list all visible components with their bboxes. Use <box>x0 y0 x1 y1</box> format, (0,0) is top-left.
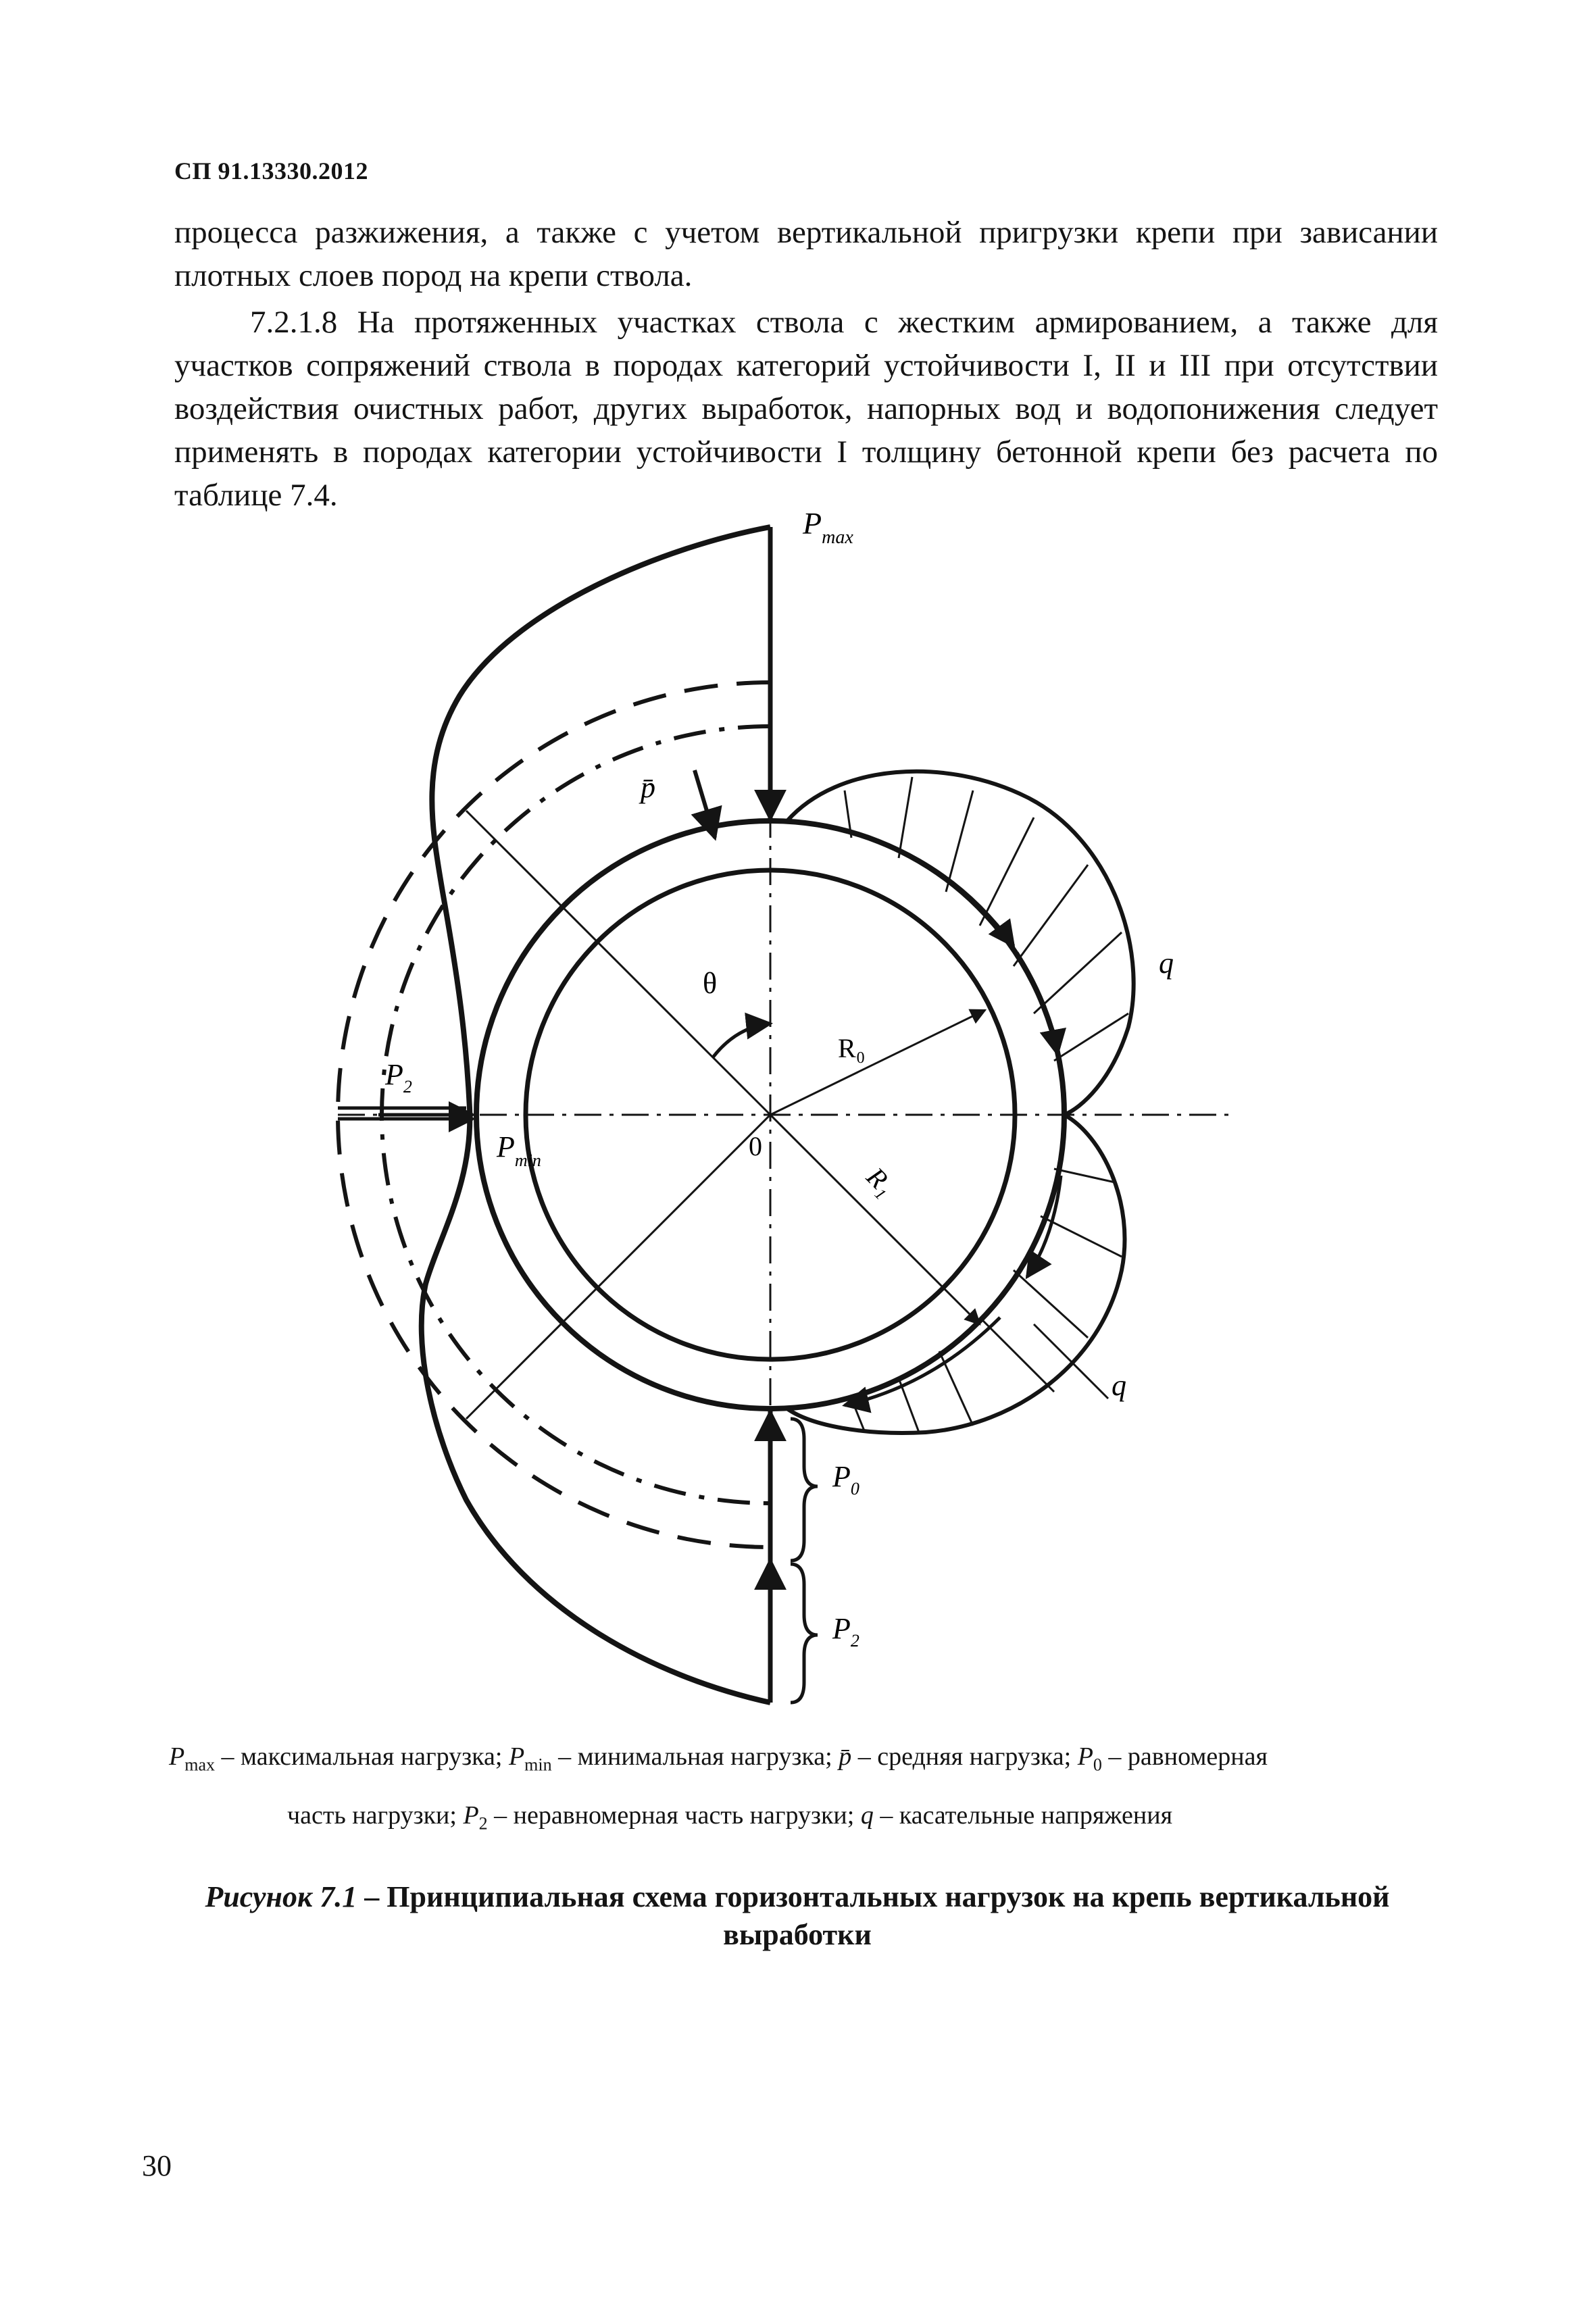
r0-ray <box>770 1010 985 1115</box>
r1-ray <box>770 1115 980 1324</box>
diagonal-ray-upper-left <box>466 811 770 1115</box>
legend-p2-text: – неравномерная часть нагрузки; <box>487 1801 861 1830</box>
legend-p0-sub: 0 <box>1093 1755 1102 1775</box>
label-q-top: q <box>1159 947 1174 980</box>
page-number: 30 <box>142 2149 172 2182</box>
label-p0: $P_0$ <box>832 1460 859 1499</box>
legend-pbar-text: – средняя нагрузка; <box>851 1742 1078 1771</box>
label-q-bottom: q <box>1112 1369 1126 1402</box>
document-code-header: СП 91.13330.2012 <box>174 157 368 184</box>
legend-line-1 <box>169 1742 1426 1776</box>
legend-pmax-symbol: P <box>169 1742 185 1771</box>
figure-caption-label: Рисунок 7.1 <box>205 1880 357 1913</box>
paragraph-1-text: процесса разжижения, а также с учетом вертикальной пригрузки крепи при зависании плотных слоев пород на крепи ствола. <box>174 215 1438 293</box>
stress-hatching <box>845 777 1128 1432</box>
figure-caption <box>169 1878 1426 1954</box>
legend-pmin-text: – минимальная нагрузка; <box>551 1742 839 1771</box>
p2-brace <box>791 1564 818 1703</box>
legend-p2-symbol: P <box>463 1801 479 1830</box>
theta-arc <box>713 1024 770 1057</box>
label-p2-bottom: $P_2$ <box>832 1612 859 1651</box>
legend-pmax-text: – максимальная нагрузка; <box>214 1742 509 1771</box>
legend-line2-start: часть нагрузки; <box>287 1801 464 1830</box>
p0-brace <box>791 1419 818 1561</box>
label-p-max: $P_{max}$ <box>803 506 853 548</box>
legend-p2-sub: 2 <box>478 1813 488 1834</box>
paragraph-2-text: 7.2.1.8 На протяженных участках ствола с жестким армированием, а также для участков сопряжений ствола в породах категорий устойчивости I, II и III при отсутствии воздействия очистных работ, других выработок, напорных вод и водопонижения следует применять в породах категории устойчивости I толщину бетонной крепи без расчета по таблице 7.4. <box>174 305 1438 513</box>
legend-pmin-sub: min <box>524 1755 552 1775</box>
label-p-bar: p̄ <box>641 771 655 804</box>
legend-p0-text: – равномерная <box>1101 1742 1268 1771</box>
label-p-min: $P_{min}$ <box>497 1130 541 1170</box>
label-theta: θ <box>703 967 718 1000</box>
legend-q-symbol: q <box>860 1801 874 1830</box>
legend-pmax-sub: max <box>184 1755 215 1775</box>
legend-pbar-symbol: p̄ <box>839 1742 852 1771</box>
label-origin: 0 <box>749 1131 762 1161</box>
label-r1: R₁ <box>860 1161 901 1201</box>
legend-p0-symbol: P <box>1077 1742 1093 1771</box>
legend-q-text: – касательные напряжения <box>873 1801 1173 1830</box>
figure-caption-title: – Принципиальная схема горизонтальных нагрузок на крепь вертикальной выработки <box>357 1880 1390 1951</box>
label-p2-left: $P_2$ <box>385 1058 412 1097</box>
label-r0: R₀ <box>838 1033 866 1063</box>
legend-pmin-symbol: P <box>508 1742 525 1771</box>
legend-line-2 <box>287 1801 1436 1834</box>
